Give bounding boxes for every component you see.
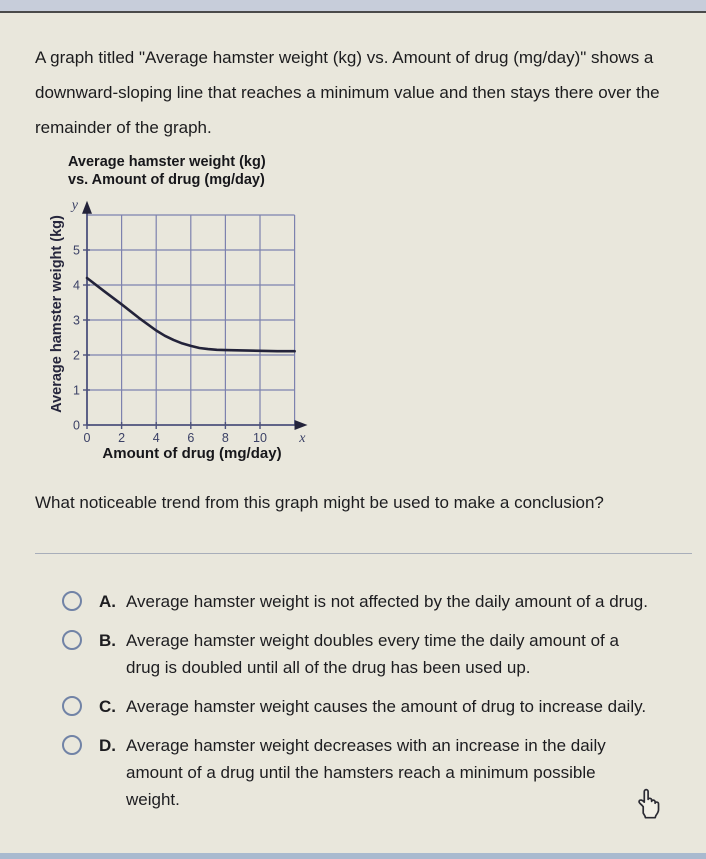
cursor-pointer-icon	[631, 783, 665, 823]
svg-text:0: 0	[83, 431, 91, 445]
option-b-radio[interactable]	[62, 630, 82, 650]
svg-text:0: 0	[73, 418, 80, 433]
option-a-radio[interactable]	[62, 591, 82, 611]
svg-text:2: 2	[73, 348, 80, 363]
chart-block	[45, 153, 692, 462]
svg-text:8: 8	[221, 431, 229, 445]
option-a-letter: A.	[99, 592, 116, 611]
question-text: What noticeable trend from this graph might be used to make a conclusion?	[35, 493, 604, 512]
svg-text:4: 4	[152, 431, 160, 445]
option-b-text: Average hamster weight doubles every time the daily amount of a drug is doubled until all of the drug has been used up.	[126, 631, 619, 677]
answer-options	[35, 588, 692, 813]
question-answer-divider	[35, 553, 692, 554]
svg-text:3: 3	[73, 313, 80, 328]
svg-text:x: x	[299, 431, 306, 446]
svg-text:10: 10	[253, 431, 267, 445]
option-c-radio[interactable]	[62, 696, 82, 716]
option-c-text: Average hamster weight causes the amount of drug to increase daily.	[126, 697, 647, 716]
option-a-text: Average hamster weight is not affected by the daily amount of a drug.	[126, 592, 648, 611]
svg-text:4: 4	[73, 278, 80, 293]
option-d-radio[interactable]	[62, 735, 82, 755]
top-divider-rule	[0, 11, 706, 13]
option-row-d[interactable]	[62, 732, 692, 813]
chart-title-line2: vs. Amount of drug (mg/day)	[68, 172, 265, 188]
option-d-letter: D.	[99, 736, 116, 755]
top-band	[0, 0, 706, 11]
chart-title-line1: Average hamster weight (kg)	[68, 154, 266, 170]
x-axis-label: Amount of drug (mg/day)	[102, 445, 282, 462]
y-axis-label: Average hamster weight (kg)	[49, 215, 65, 414]
option-b-letter: B.	[99, 631, 116, 650]
hamster-weight-chart	[69, 193, 315, 451]
svg-text:2: 2	[118, 431, 126, 445]
intro-text: A graph titled "Average hamster weight (kg) vs. Amount of drug (mg/day)" shows a downward-sloping line that reaches a minimum value and then stays there over the remainder of the graph.	[35, 48, 660, 137]
option-c-letter: C.	[99, 697, 116, 716]
svg-text:6: 6	[187, 431, 195, 445]
option-d-text: Average hamster weight decreases with an increase in the daily amount of a drug until the hamsters reach a minimum possible weight.	[126, 736, 606, 809]
option-row-c[interactable]	[62, 693, 692, 720]
question-page	[0, 40, 706, 813]
bottom-strip	[0, 853, 706, 859]
svg-text:y: y	[71, 197, 78, 213]
chart-title	[68, 153, 692, 189]
option-row-a[interactable]	[62, 588, 692, 615]
svg-text:1: 1	[73, 383, 80, 398]
option-row-b[interactable]	[62, 627, 692, 681]
y-axis-label-box	[45, 193, 69, 451]
svg-text:5: 5	[73, 243, 80, 258]
